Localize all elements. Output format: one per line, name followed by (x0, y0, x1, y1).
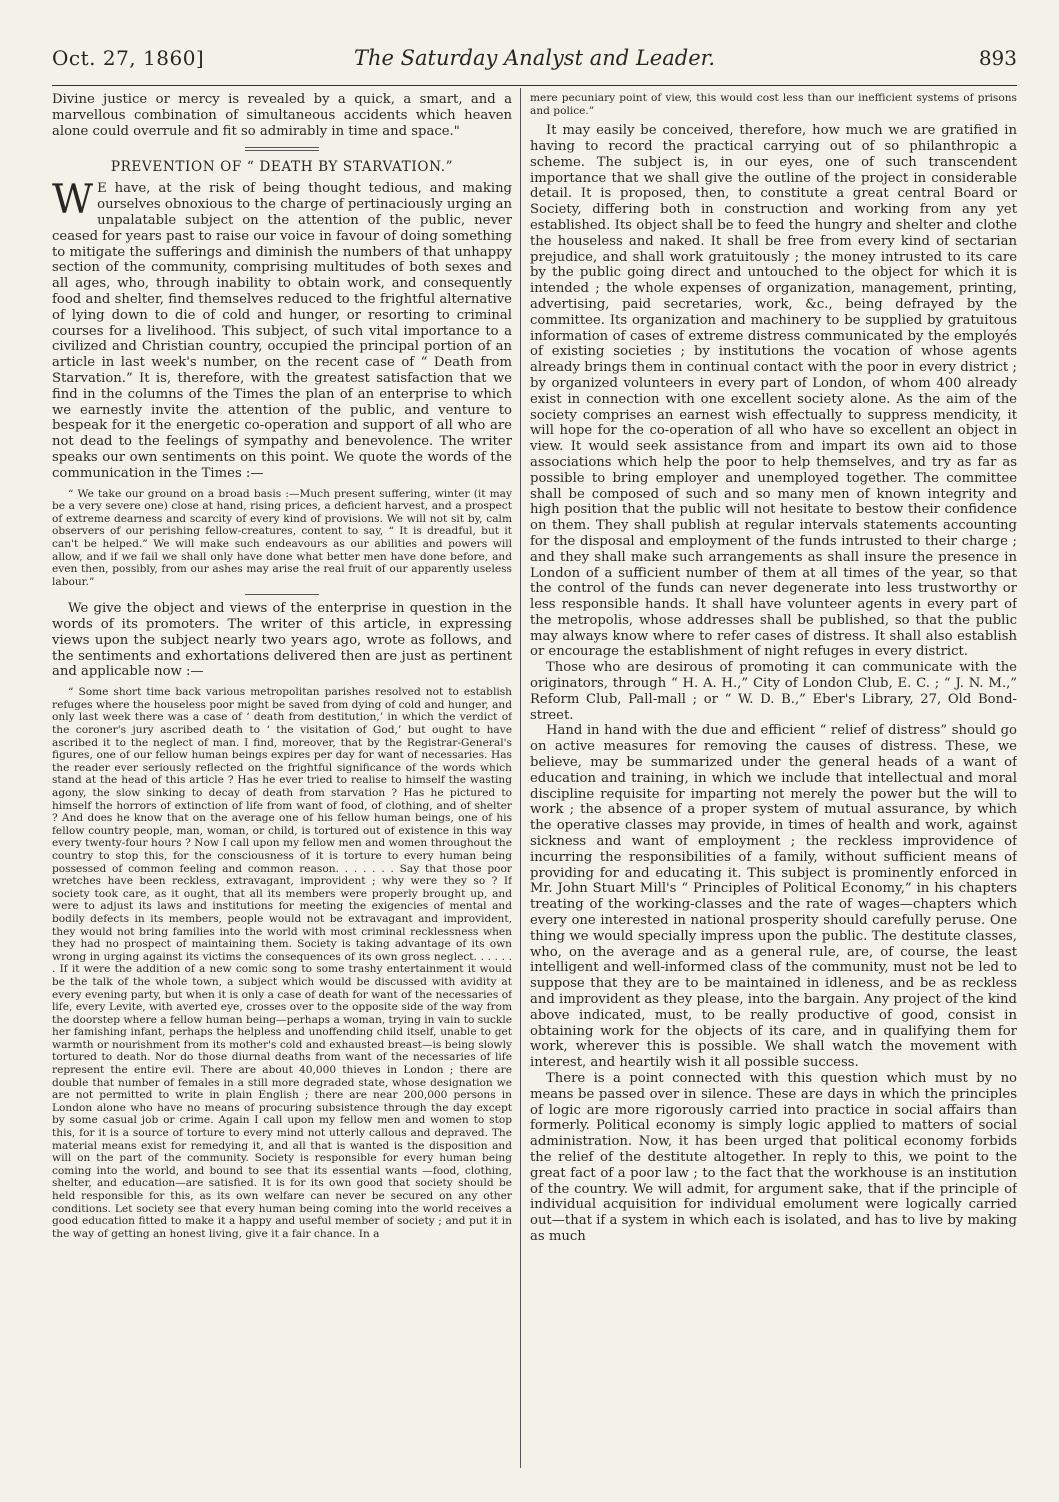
article-paragraph-5: Hand in hand with the due and efficient “ relief of distress” should go on active measures for removing the causes of distress. These, we believe, may be summarized under the general heads of a want of education and training, in which we include that intellectual and moral discipline requisite for imparting not merely the power but the will to work ; the absence of a proper system of mutual assurance, by which the operative classes may provide, in times of health and work, against sickness and want of employment ; the reckless improvidence of incurring the responsibilities of a family, without sufficient means of providing for and educating it. This subject is prominently enforced in Mr. John Stuart Mill's “ Principles of Political Economy,” in his chapters treating of the working-classes and the rate of wages—chapters which every one interested in national prosperity should carefully peruse. One thing we would specially impress upon the public. The destitute classes, who, on the average and as a general rule, are, of course, the least intelligent and well-informed class of the community, must not be led to suppose that they are to be maintained in idleness, and be as reckless and improvident as they please, into the bargain. Any project of the kind above indicated, must, to be really productive of good, consist in obtaining work for the objects of its care, and in qualifying them for work, wherever this is possible. We shall watch the movement with interest, and heartily wish it all possible success. (530, 723, 1017, 1071)
page-header (52, 40, 1017, 80)
article-paragraph-4: Those who are desirous of promoting it can communicate with the originators, through “ H. A. H.,” City of London Club, E. C. ; “ J. N. M.,” Reform Club, Pall-mall ; or “ W. D. B.,” Eber's Library, 27, Old Bond-street. (530, 660, 1017, 723)
article-paragraph-1-text: E have, at the risk of being thought tedious, and making ourselves obnoxious to the charge of pertinaciously urging an unpalatable subject on the attention of the public, never ceased for years past to raise our voice in favour of doing something to mitigate the sufferings and diminish the numbers of that unhappy section of the community, comprising multitudes of both sexes and all ages, who, through inability to obtain work, and consequently food and shelter, find themselves reduced to the frightful alternative of lying down to die of cold and hunger, or resorting to criminal courses for a livelihood. This subject, of such vital importance to a civilized and Christian country, occupied the principal portion of an article in last week's number, on the recent case of “ Death from Starvation.” It is, therefore, with the greatest satisfaction that we find in the columns of the Times the plan of an enterprise to which we earnestly invite the attention of the public, and venture to bespeak for it the energetic co-operation and support of all who are not dead to the feelings of sympathy and benevolence. The writer speaks our own sentiments on this point. We quote the words of the communication in the Times :— (52, 181, 512, 481)
drop-cap: W (52, 177, 94, 224)
page-number: 893 (978, 46, 1017, 70)
times-quotation: “ We take our ground on a broad basis :—Much present suffering, winter (it may be a very severe one) close at hand, rising prices, a deficient harvest, and a prospect of extreme dearness and scarcity of every kind of provisions. We will not sit by, calm observers of our perishing fellow-creatures, content to say, “ It is dreadful, but it can't be helped.” We will make such endeavours as our abilities and powers will allow, and if we fail we shall only have done what better men have done before, and even then, possibly, from our ashes may arise the real fruit of our apparently useless labour.” (52, 487, 512, 588)
quotation-continuation: mere pecuniary point of view, this would cost less than our inefficient systems of prisons and police.” (530, 92, 1017, 117)
right-column (530, 92, 1017, 1474)
quotation-divider (245, 594, 319, 595)
publication-title: The Saturday Analyst and Leader. (353, 46, 716, 70)
article-paragraph-2: We give the object and views of the enterprise in question in the words of its promoters. The writer of this article, in expressing views upon the subject nearly two years ago, wrote as follows, and the sentiments and exhortations delivered then are just as pertinent and applicable now :— (52, 601, 512, 680)
column-divider (520, 88, 521, 1468)
article-paragraph-6: There is a point connected with this question which must by no means be passed over in silence. These are days in which the principles of logic are more rigorously carried into practice in social affairs than formerly. Political economy is simply logic applied to matters of social administration. Now, it has been urged that political economy forbids the relief of the destitute altogether. In reply to this, we point to the great fact of a poor law ; to the fact that the workhouse is an institution of the country. We will admit, for argument sake, that if the principle of individual acquisition for individual emolument were logically carried out—that if a system in which each is isolated, and has to live by making as much (530, 1071, 1017, 1244)
opening-paragraph: Divine justice or mercy is revealed by a quick, a smart, and a marvellous combination of simultaneous accidents which heaven alone could overrule and fit so admirably in time and space." (52, 92, 512, 139)
article-paragraph-1 (52, 177, 512, 481)
left-column (52, 92, 512, 1474)
issue-date: Oct. 27, 1860] (52, 46, 205, 70)
section-divider (245, 147, 319, 151)
header-rule (52, 85, 1017, 86)
article-heading: PREVENTION OF “ DEATH BY STARVATION.” (110, 159, 454, 176)
earlier-article-quotation: “ Some short time back various metropolitan parishes resolved not to establish refuges where the houseless poor might be saved from dying of cold and hunger, and only last week there was a case of ‘ death from destitution,’ in which the verdict of the coroner's jury ascribed death to ‘ the visitation of God,’ but ought to have ascribed it to the neglect of man. I find, moreover, that by the Registrar-General's figures, one of our fellow human beings expires per day for want of necessaries. Has the reader ever seriously reflected on the frightful significance of the words which stand at the head of this article ? Has he ever tried to realise to himself the wasting agony, the slow sinking to decay of death from starvation ? Has he pictured to himself the horrors of extinction of life from want of food, of clothing, and of shelter ? And does he know that on the average one of his fellow human beings, one of his fellow country people, man, woman, or child, is tortured out of existence in this way every twenty-four hours ? Now I call upon my fellow men and women throughout the country to stop this, for the consciousness of it is torture to every human being possessed of common feeling and common reason. . . . . . . Say that those poor wretches have been reckless, extravagant, improvident ; why were they so ? If society took care, as it ought, that all its members were properly brought up, and were to adjust its laws and institutions for meeting the exigencies of mental and bodily defects in its members, people would not be extravagant and improvident, they would not bring families into the world with most criminal recklessness when they had no prospect of maintaining them. Society is taking advantage of its own wrong in urging against its victims the consequences of its own gross neglect. . . . . . . If it were the addition of a new comic song to some trashy entertainment it would be the talk of the whole town, a subject which would be discussed with avidity at every evening party, but when it is only a case of death for want of the necessaries of life, every Levite, with averted eye, crosses over to the opposite side of the way from the doorstep where a fellow human being—perhaps a woman, trying in vain to suckle her famishing infant, perhaps the helpless and unoffending child itself, unable to get warmth or nourishment from its mother's cold and exhausted breast—is being slowly tortured to death. Nor do those diurnal deaths from want of the necessaries of life represent the entire evil. There are about 40,000 thieves in London ; there are double that number of females in a still more degraded state, whose designation we are not permitted to write in plain English ; there are near 200,000 persons in London alone who have no means of procuring subsistence through the day except by some casual job or crime. Again I call upon my fellow men and women to stop this, for it is a source of torture to every mind not utterly callous and depraved. The material means exist for remedying it, and all that is wanted is the disposition and will on the part of the community. Society is responsible for every human being coming into the world, and bound to see that its essential wants —food, clothing, shelter, and education—are satisfied. It is for its own good that society should be held responsible for this, as its own welfare can never be secured on any other conditions. Let society see that every human being coming into the world receives a good education fitted to make it a happy and useful member of society ; and put it in the way of getting an honest living, give it a fair chance. In a (52, 686, 512, 1240)
article-paragraph-3: It may easily be conceived, therefore, how much we are gratified in having to record the practical carrying out of so philanthropic a scheme. The subject is, in our eyes, one of such transcendent importance that we shall give the outline of the project in considerable detail. It is proposed, then, to constitute a great central Board or Society, differing both in construction and working from any yet established. Its object shall be to feed the hungry and shelter and clothe the houseless and naked. It shall be free from every kind of sectarian prejudice, and shall work gratuitously ; the money intrusted to its care by the public going direct and untouched to the object for which it is intended ; the whole expenses of organization, management, printing, advertising, paid secretaries, work, &c., being defrayed by the committee. Its organization and machinery to be supplied by gratuitous information of cases of extreme distress communicated by the employés of existing societies ; by institutions the vocation of whose agents already brings them in continual contact with the poor in every district ; by organized volunteers in every part of London, of whom 400 already exist in connection with one excellent society alone. As the aim of the society comprises an earnest wish effectually to suppress mendicity, it will hope for the co-operation of all who have so excellent an object in view. It would seek assistance from and impart its own aid to those associations which help the poor to help themselves, and try as far as possible to bring employer and unemployed together. The committee shall be composed of such and so many men of known integrity and high position that the public will not hesitate to bestow their confidence on them. They shall publish at regular intervals statements accounting for the disposal and employment of the funds intrusted to their charge ; and they shall make such arrangements as shall insure the presence in London of a sufficient number of them at all times of the year, so that the control of the funds can never degenerate into less trustworthy or less responsible hands. It shall have volunteer agents in every part of the metropolis, whose addresses shall be published, so that the public may always know where to refer cases of distress. It shall also establish or encourage the establishment of night refuges in every district. (530, 123, 1017, 660)
